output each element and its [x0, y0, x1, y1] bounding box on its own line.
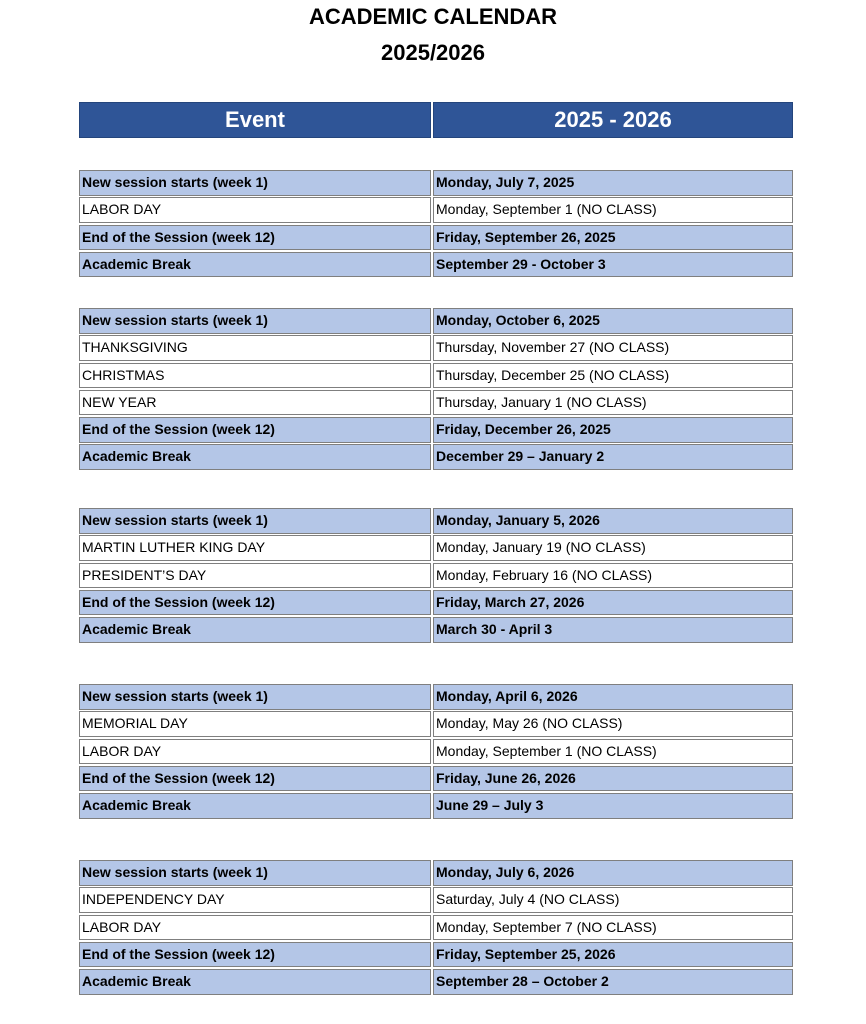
event-cell: New session starts (week 1)	[79, 170, 431, 196]
date-cell: Friday, June 26, 2026	[433, 766, 793, 792]
table-row	[79, 617, 793, 644]
date-cell: Monday, July 7, 2025	[433, 170, 793, 196]
table-row	[79, 860, 793, 887]
table-row	[79, 197, 793, 224]
session-3	[79, 508, 793, 644]
table-row	[79, 363, 793, 390]
event-cell: End of the Session (week 12)	[79, 225, 431, 251]
table-row	[79, 711, 793, 738]
date-cell: Thursday, November 27 (NO CLASS)	[433, 335, 793, 361]
event-cell: INDEPENDENCY DAY	[79, 887, 431, 913]
page-title: ACADEMIC CALENDAR	[308, 4, 558, 29]
table-row	[79, 417, 793, 444]
table-row	[79, 739, 793, 766]
table-row	[79, 508, 793, 535]
header-year: 2025 - 2026	[433, 102, 793, 138]
table-row	[79, 252, 793, 279]
event-cell: THANKSGIVING	[79, 335, 431, 361]
table-row	[79, 170, 793, 197]
table-row	[79, 684, 793, 711]
date-cell: Friday, September 26, 2025	[433, 225, 793, 251]
event-cell: New session starts (week 1)	[79, 508, 431, 534]
event-cell: New session starts (week 1)	[79, 860, 431, 886]
date-cell: June 29 – July 3	[433, 793, 793, 819]
date-cell: Monday, September 7 (NO CLASS)	[433, 915, 793, 941]
event-cell: End of the Session (week 12)	[79, 417, 431, 443]
table-row	[79, 969, 793, 996]
date-cell: Monday, September 1 (NO CLASS)	[433, 197, 793, 223]
event-cell: End of the Session (week 12)	[79, 766, 431, 792]
event-cell: Academic Break	[79, 252, 431, 278]
event-cell: LABOR DAY	[79, 739, 431, 765]
event-cell: LABOR DAY	[79, 197, 431, 223]
event-cell: MARTIN LUTHER KING DAY	[79, 535, 431, 561]
page-subtitle: 2025/2026	[381, 40, 485, 65]
table-row	[79, 942, 793, 969]
table-row	[79, 915, 793, 942]
event-cell: New session starts (week 1)	[79, 308, 431, 334]
date-cell: Monday, February 16 (NO CLASS)	[433, 563, 793, 589]
date-cell: Friday, March 27, 2026	[433, 590, 793, 616]
date-cell: Monday, April 6, 2026	[433, 684, 793, 710]
table-row	[79, 308, 793, 335]
date-cell: Monday, January 5, 2026	[433, 508, 793, 534]
date-cell: Friday, September 25, 2026	[433, 942, 793, 968]
header-event: Event	[79, 102, 431, 138]
date-cell: Monday, July 6, 2026	[433, 860, 793, 886]
table-row	[79, 444, 793, 471]
date-cell: Friday, December 26, 2025	[433, 417, 793, 443]
date-cell: Thursday, December 25 (NO CLASS)	[433, 363, 793, 389]
event-cell: End of the Session (week 12)	[79, 942, 431, 968]
date-cell: Monday, September 1 (NO CLASS)	[433, 739, 793, 765]
session-1	[79, 170, 793, 279]
table-header	[79, 102, 793, 138]
date-cell: Saturday, July 4 (NO CLASS)	[433, 887, 793, 913]
date-cell: March 30 - April 3	[433, 617, 793, 643]
date-cell: December 29 – January 2	[433, 444, 793, 470]
table-row	[79, 535, 793, 562]
event-cell: Academic Break	[79, 969, 431, 995]
event-cell: Academic Break	[79, 617, 431, 643]
event-cell: PRESIDENT’S DAY	[79, 563, 431, 589]
date-cell: Thursday, January 1 (NO CLASS)	[433, 390, 793, 416]
table-row	[79, 887, 793, 914]
date-cell: Monday, October 6, 2025	[433, 308, 793, 334]
table-row	[79, 793, 793, 820]
date-cell: Monday, May 26 (NO CLASS)	[433, 711, 793, 737]
table-row	[79, 563, 793, 590]
event-cell: Academic Break	[79, 793, 431, 819]
table-row	[79, 390, 793, 417]
event-cell: LABOR DAY	[79, 915, 431, 941]
date-cell: September 28 – October 2	[433, 969, 793, 995]
session-5	[79, 860, 793, 996]
date-cell: Monday, January 19 (NO CLASS)	[433, 535, 793, 561]
event-cell: MEMORIAL DAY	[79, 711, 431, 737]
event-cell: New session starts (week 1)	[79, 684, 431, 710]
table-row	[79, 590, 793, 617]
table-row	[79, 335, 793, 362]
date-cell: September 29 - October 3	[433, 252, 793, 278]
event-cell: CHRISTMAS	[79, 363, 431, 389]
table-row	[79, 766, 793, 793]
event-cell: NEW YEAR	[79, 390, 431, 416]
event-cell: End of the Session (week 12)	[79, 590, 431, 616]
session-2	[79, 308, 793, 472]
event-cell: Academic Break	[79, 444, 431, 470]
session-4	[79, 684, 793, 820]
table-row	[79, 225, 793, 252]
